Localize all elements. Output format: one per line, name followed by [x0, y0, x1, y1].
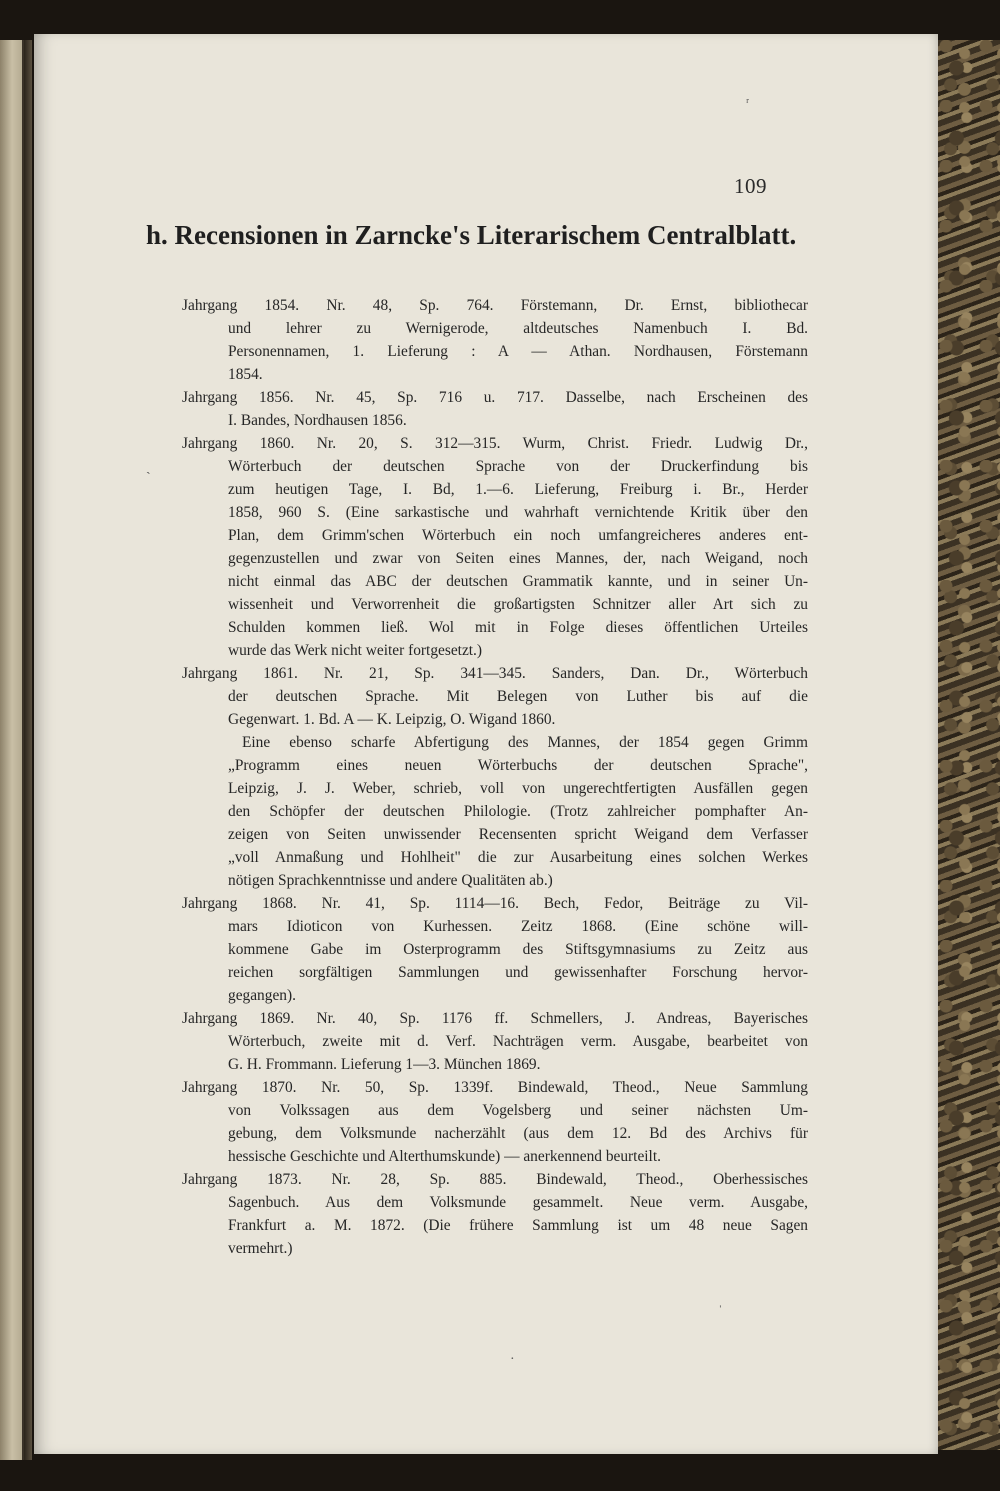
text-line: den Schöpfer der deutschen Philologie. (Trotz zahlreicher pomphafter An- [228, 803, 808, 820]
text-line: 1858, 960 S. (Eine sarkastische und wahrhaft vernichtende Kritik über den [228, 504, 808, 521]
ink-speck: ˈ [718, 1304, 723, 1319]
text-line: Jahrgang 1856. Nr. 45, Sp. 716 u. 717. Dasselbe, nach Erscheinen des [182, 389, 808, 406]
ink-speck: ʳ [746, 96, 750, 111]
bibliography-entries [146, 294, 808, 1260]
section-heading: h. Recensionen in Zarncke's Literarischem Centralblatt. [146, 220, 797, 250]
text-line: „voll Anmaßung und Hohlheit" die zur Ausarbeitung eines solchen Werkes [228, 849, 808, 866]
ink-speck: ˎ [146, 460, 151, 475]
marbled-cover-edge [938, 40, 1000, 1450]
text-line: Jahrgang 1860. Nr. 20, S. 312—315. Wurm, Christ. Friedr. Ludwig Dr., [182, 435, 808, 452]
text-line: mars Idioticon von Kurhessen. Zeitz 1868. (Eine schöne will- [228, 918, 808, 935]
text-line: Jahrgang 1868. Nr. 41, Sp. 1114—16. Bech, Fedor, Beiträge zu Vil- [182, 895, 808, 912]
text-line: Eine ebenso scharfe Abfertigung des Mannes, der 1854 gegen Grimm [242, 734, 808, 751]
text-line: nicht einmal das ABC der deutschen Grammatik kannte, und in seiner Un- [228, 573, 808, 590]
text-line: gegangen). [228, 987, 296, 1004]
book-page [34, 34, 938, 1454]
text-line: zeigen von Seiten unwissender Recensenten spricht Weigand dem Verfasser [228, 826, 808, 843]
text-line: kommene Gabe im Osterprogramm des Stiftsgymnasiums zu Zeitz aus [228, 941, 808, 958]
text-line: Wörterbuch der deutschen Sprache von der Druckerfindung bis [228, 458, 808, 475]
text-line: Jahrgang 1870. Nr. 50, Sp. 1339f. Bindewald, Theod., Neue Sammlung [182, 1079, 808, 1096]
text-line: Schulden kommen ließ. Wol mit in Folge dieses öffentlichen Urteiles [228, 619, 808, 636]
text-line: I. Bandes, Nordhausen 1856. [228, 412, 407, 429]
text-line: reichen sorgfältigen Sammlungen und gewissenhafter Forschung hervor- [228, 964, 808, 981]
text-line: Jahrgang 1854. Nr. 48, Sp. 764. Förstemann, Dr. Ernst, bibliothecar [182, 297, 808, 314]
text-line: und lehrer zu Wernigerode, altdeutsches Namenbuch I. Bd. [228, 320, 808, 337]
ink-speck: · [510, 1352, 515, 1367]
text-line: Frankfurt a. M. 1872. (Die frühere Sammlung ist um 48 neue Sagen [228, 1217, 808, 1234]
text-line: Wörterbuch, zweite mit d. Verf. Nachträgen verm. Ausgabe, bearbeitet von [228, 1033, 808, 1050]
text-line: G. H. Frommann. Lieferung 1—3. München 1869. [228, 1056, 541, 1073]
text-line: vermehrt.) [228, 1240, 293, 1257]
left-page-edge [0, 40, 24, 1460]
text-line: hessische Geschichte und Alterthumskunde) — anerkennend beurteilt. [228, 1148, 661, 1165]
text-line: Jahrgang 1869. Nr. 40, Sp. 1176 ff. Schmellers, J. Andreas, Bayerisches [182, 1010, 808, 1027]
text-line: Leipzig, J. J. Weber, schrieb, voll von ungerechtfertigten Ausfällen gegen [228, 780, 808, 797]
text-line: Plan, dem Grimm'schen Wörterbuch ein noch umfangreicheres anderes ent- [228, 527, 808, 544]
text-line: Gegenwart. 1. Bd. A — K. Leipzig, O. Wigand 1860. [228, 711, 556, 728]
text-line: zum heutigen Tage, I. Bd, 1.—6. Lieferung, Freiburg i. Br., Herder [228, 481, 808, 498]
text-line: Jahrgang 1873. Nr. 28, Sp. 885. Bindewald, Theod., Oberhessisches [182, 1171, 808, 1188]
text-line: nötigen Sprachkenntnisse und andere Qualitäten ab.) [228, 872, 553, 889]
gutter-shadow [24, 40, 32, 1460]
text-line: 1854. [228, 366, 263, 383]
text-line: Personennamen, 1. Lieferung : A — Athan. Nordhausen, Förstemann [228, 343, 808, 360]
text-line: wurde das Werk nicht weiter fortgesetzt.) [228, 642, 483, 659]
text-line: der deutschen Sprache. Mit Belegen von Luther bis auf die [228, 688, 808, 705]
text-line: wissenheit und Verworrenheit die großartigsten Schnitzer aller Art sich zu [228, 596, 808, 613]
text-line: „Programm eines neuen Wörterbuchs der deutschen Sprache", [228, 757, 808, 774]
text-line: gebung, dem Volksmunde nacherzählt (aus dem 12. Bd des Archivs für [228, 1125, 808, 1142]
text-line: Sagenbuch. Aus dem Volksmunde gesammelt. Neue verm. Ausgabe, [228, 1194, 808, 1211]
text-line: von Volkssagen aus dem Vogelsberg und seiner nächsten Um- [228, 1102, 808, 1119]
text-line: Jahrgang 1861. Nr. 21, Sp. 341—345. Sanders, Dan. Dr., Wörterbuch [182, 665, 808, 682]
text-line: gegenzustellen und zwar von Seiten eines Mannes, der, nach Weigand, noch [228, 550, 808, 567]
page-number: 109 [734, 174, 767, 198]
